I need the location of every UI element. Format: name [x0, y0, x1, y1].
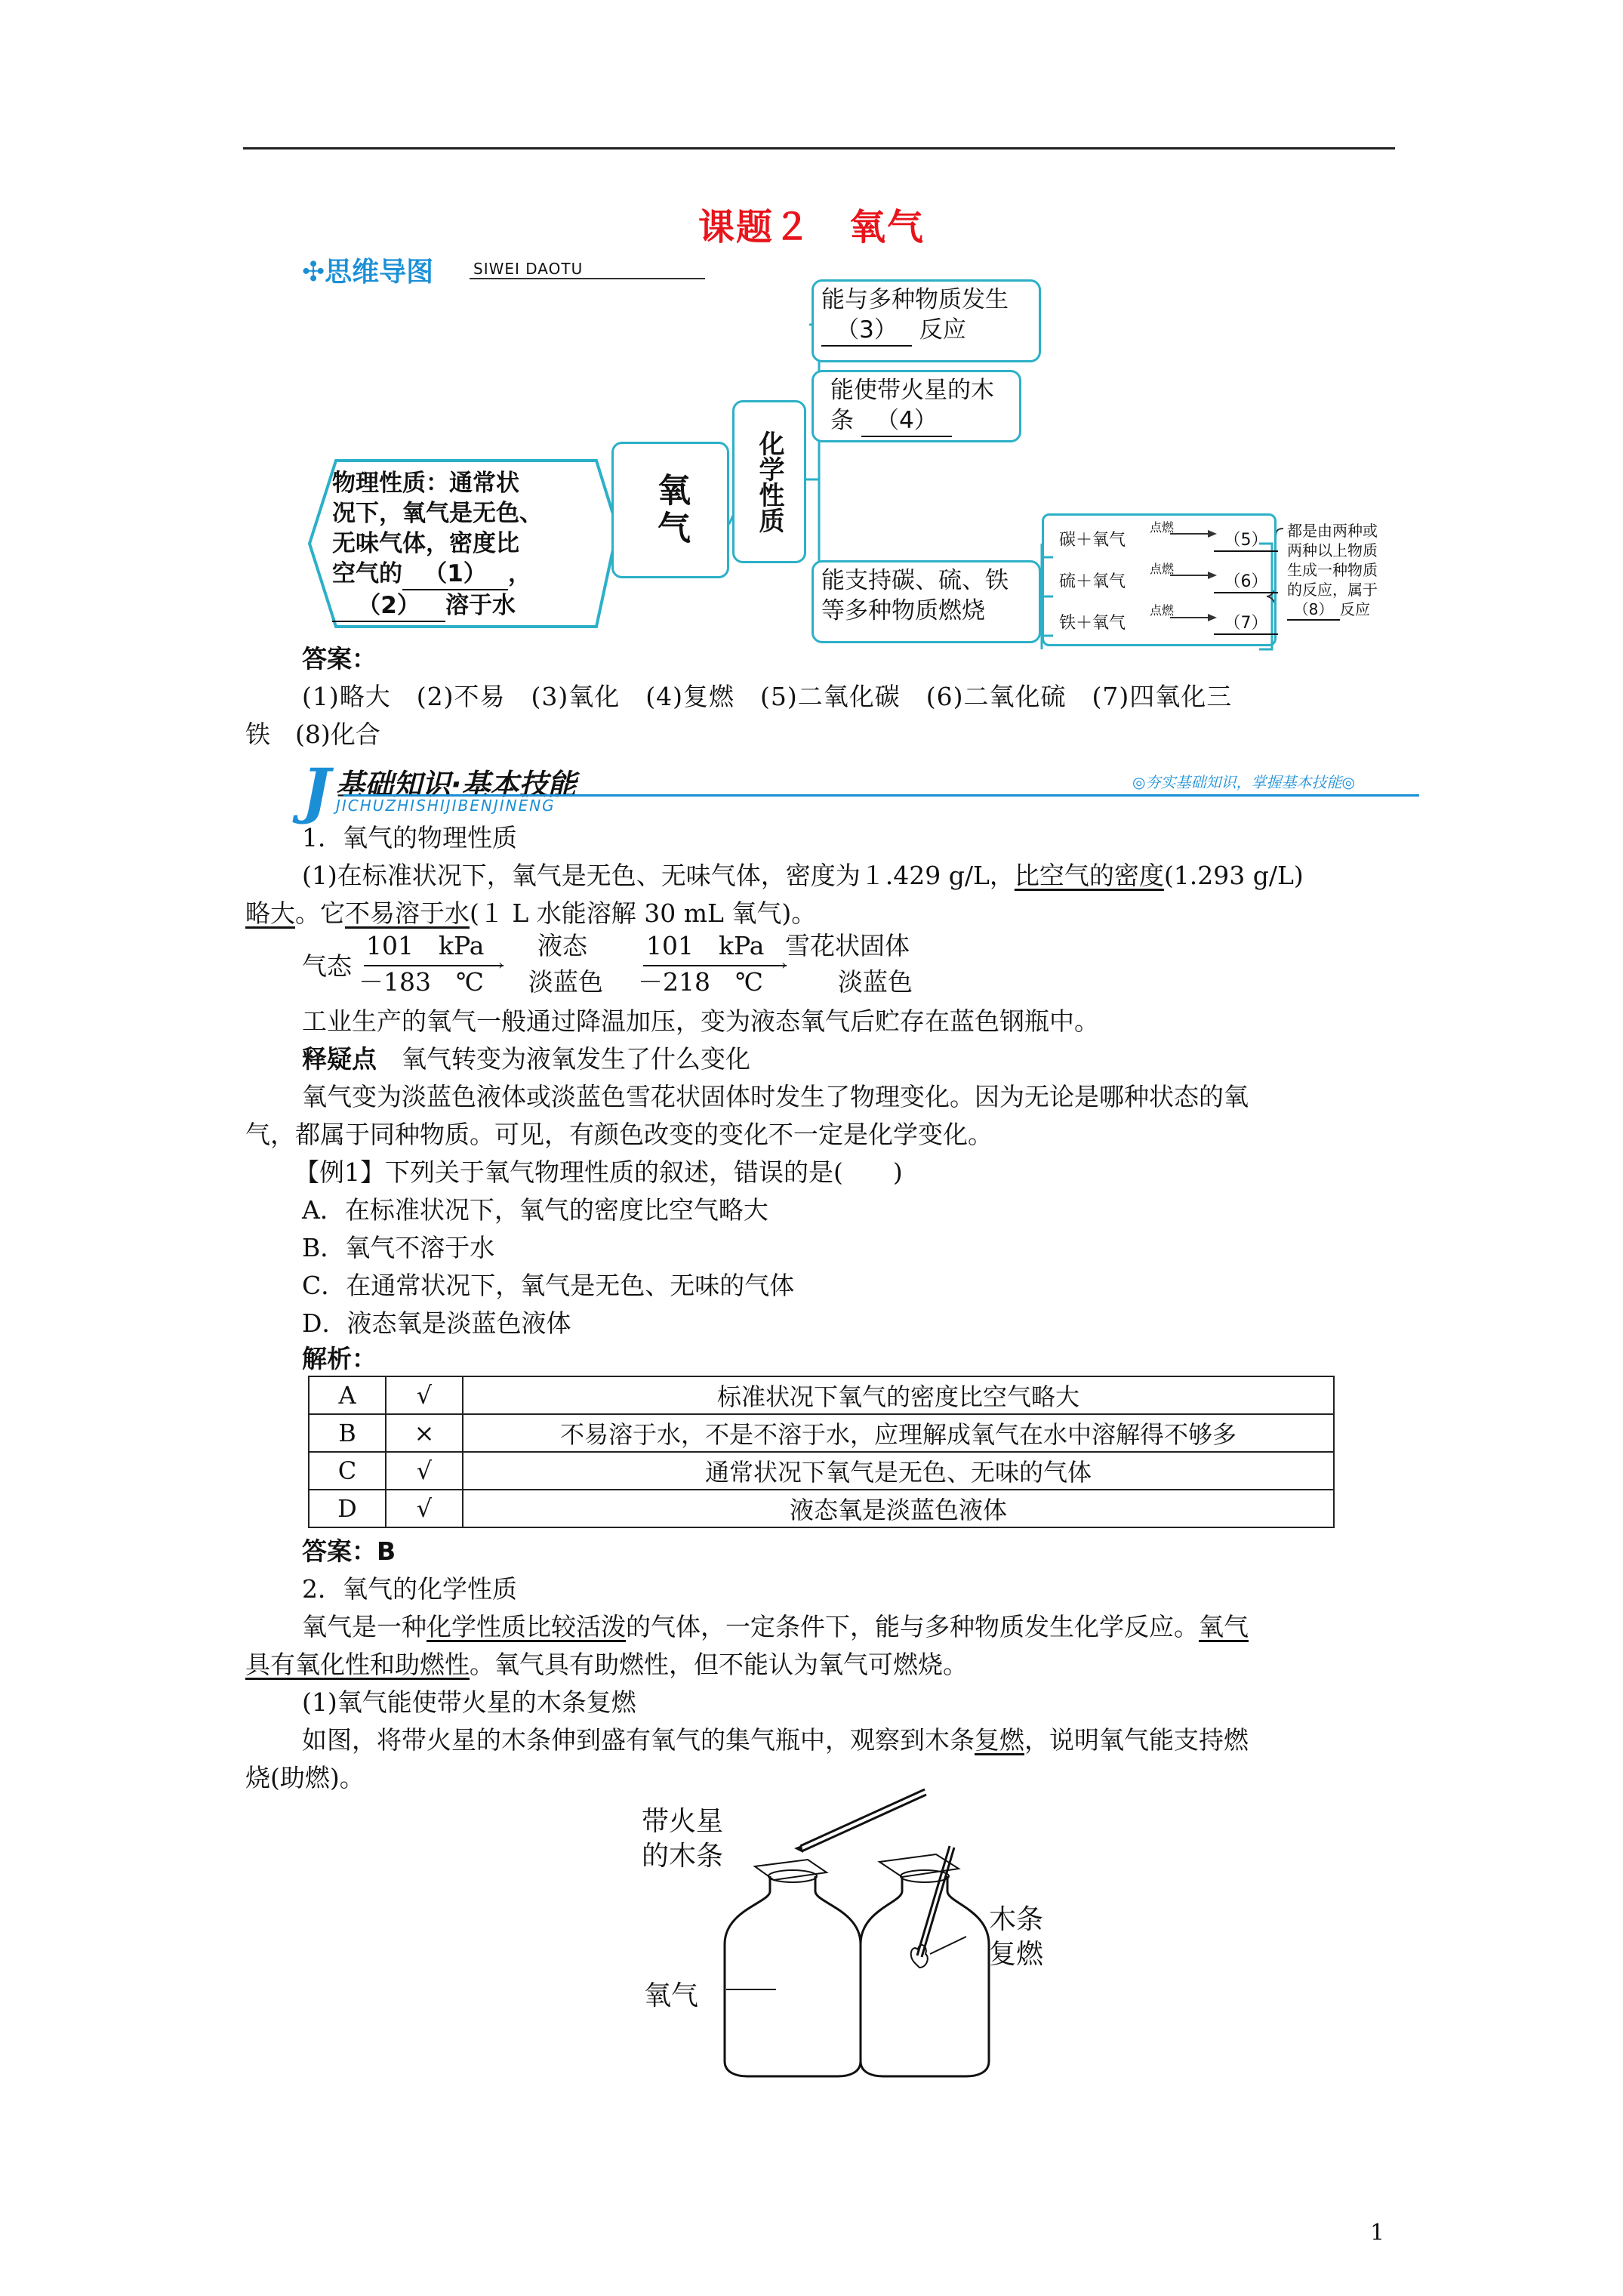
- physical-text: 溶于水: [445, 592, 516, 619]
- option-c: C．在通常状况下，氧气是无色、无味的气体: [302, 1271, 795, 1300]
- page-number: 1: [1370, 2220, 1385, 2246]
- reactants: 铁＋氧气: [1059, 614, 1126, 633]
- label-line: 的木条: [642, 1841, 724, 1872]
- temperature-1: －183 ℃: [359, 967, 484, 997]
- answers-line: (1)略大 (2)不易 (3)氧化 (4)复燃 (5)二氧化碳 (6)二氧化硫 (7)四氧化三: [302, 682, 1233, 711]
- state-gas: 气态: [302, 951, 352, 981]
- bottles-illustration: [710, 1782, 1027, 2084]
- combination-note: [1287, 521, 1408, 621]
- page-title: 课题２ 氧气: [698, 206, 925, 248]
- blank-6: （6）: [1214, 569, 1278, 593]
- reaction-row: [1059, 603, 1278, 633]
- label-line: 复燃: [989, 1939, 1044, 1970]
- liquid-color: 淡蓝色: [528, 967, 603, 997]
- physical-properties-box: [332, 468, 604, 622]
- blank-1: （1）: [402, 559, 508, 590]
- paragraph-line: [302, 1721, 1249, 1759]
- branch-text: [830, 405, 1002, 437]
- underlined-text: 具有氧化性和助燃性: [245, 1650, 470, 1679]
- note-post: 反应: [1340, 600, 1370, 618]
- table-cell: B: [309, 1414, 386, 1452]
- chemical-properties-node: [732, 400, 806, 563]
- text: 。它: [295, 898, 345, 928]
- note-line: 的反应，属于: [1287, 581, 1378, 599]
- oxygen-center-node: [611, 442, 729, 578]
- table-cell: √: [386, 1376, 463, 1414]
- underlined-text: 不易溶于水: [345, 898, 470, 928]
- physical-line: 物理性质：通常状: [332, 470, 519, 497]
- section-letter-j: J: [302, 755, 331, 826]
- section-rule: [343, 794, 1419, 797]
- branch-rekindle: [812, 370, 1021, 442]
- figure-label-oxygen: 氧气: [644, 1980, 699, 2011]
- label-line: 带火星: [642, 1806, 724, 1837]
- underlined-text: 氧气: [1199, 1612, 1249, 1641]
- underlined-text: 略大: [245, 898, 295, 928]
- table-cell: ×: [386, 1414, 463, 1452]
- paragraph-line: 工业生产的氧气一般通过降温加压，变为液态氧气后贮存在蓝色钢瓶中。: [302, 1006, 1099, 1036]
- paragraph-line: 气，都属于同种物质。可见，有颜色改变的变化不一定是化学变化。: [245, 1120, 993, 1149]
- state-solid: 雪花状固体: [785, 931, 910, 960]
- heading-chemical: 2．氧气的化学性质: [302, 1574, 517, 1604]
- text: 氧气是一种: [302, 1612, 427, 1641]
- table-cell: D: [309, 1490, 386, 1527]
- table-cell: C: [309, 1452, 386, 1490]
- section-title: 基础知识·基本技能: [336, 768, 577, 801]
- table-cell: A: [309, 1376, 386, 1414]
- text: ，说明氧气能支持燃: [1024, 1725, 1249, 1755]
- example-answer: 答案：B: [302, 1536, 396, 1566]
- heading-physical: 1．氧气的物理性质: [302, 823, 517, 852]
- option-d: D．液态氧是淡蓝色液体: [302, 1308, 571, 1338]
- text: (1.293 g/L): [1163, 861, 1304, 890]
- note-line: 都是由两种或: [1287, 522, 1378, 540]
- physical-text: ，: [508, 560, 531, 587]
- branch-text: [821, 315, 1031, 347]
- clover-icon: ✣: [302, 257, 325, 288]
- section-slogan: ◎夯实基础知识，掌握基本技能◎: [1132, 773, 1355, 791]
- text: (1)在标准状况下，氧气是无色、无味气体，密度为１.429 g/L，: [302, 861, 1015, 890]
- state-liquid: 液态: [537, 931, 587, 960]
- physical-line: 无味气体，密度比: [332, 530, 519, 557]
- note-line: 生成一种物质: [1287, 561, 1378, 579]
- mindmap-subtitle: SIWEI DAOTU: [473, 260, 584, 278]
- answers-label: 答案：: [302, 644, 377, 673]
- analysis-label: 解析：: [302, 1344, 377, 1373]
- table-row: [309, 1452, 1334, 1490]
- option-b: B．氧气不溶于水: [302, 1233, 495, 1262]
- table-cell: 液态氧是淡蓝色液体: [463, 1490, 1334, 1527]
- analysis-table: [308, 1376, 1335, 1528]
- physical-line: [332, 559, 604, 590]
- doubt-question: 氧气转变为液氧发生了什么变化: [402, 1044, 750, 1074]
- branch-combustion: [812, 560, 1041, 643]
- blank-4: （4）: [861, 405, 952, 437]
- arrow-head: ›: [781, 957, 787, 973]
- reactants: 碳＋氧气: [1059, 531, 1126, 550]
- text: 如图，将带火星的木条伸到盛有氧气的集气瓶中，观察到木条: [302, 1725, 975, 1755]
- branch-text: 等多种物质燃烧: [821, 597, 985, 624]
- blank-3: （3）: [821, 315, 912, 347]
- reactions-box: [1042, 513, 1277, 646]
- underlined-text: 化学性质比较活泼: [427, 1612, 626, 1641]
- table-cell: 不易溶于水，不是不溶于水，应理解成氧气在水中溶解得不够多: [463, 1414, 1334, 1452]
- reaction-row: [1059, 520, 1278, 550]
- chem-label: 化学性质: [754, 430, 784, 533]
- table-cell: 通常状况下氧气是无色、无味的气体: [463, 1452, 1334, 1490]
- note-line: [1287, 599, 1408, 621]
- condition: 点燃: [1150, 520, 1175, 535]
- condition: 点燃: [1150, 603, 1175, 618]
- paragraph-line: 烧(助燃)。: [245, 1763, 365, 1792]
- section-subtitle: JICHUZHISHIJIBENJINENG: [336, 797, 556, 815]
- pressure-1: 101 kPa: [366, 931, 485, 960]
- blank-7: （7）: [1214, 610, 1278, 635]
- text: 的气体，一定条件下，能与多种物质发生化学反应。: [626, 1612, 1199, 1641]
- solid-color: 淡蓝色: [838, 967, 913, 997]
- branch-text-pre: 条: [830, 407, 854, 434]
- answers-line: 铁 (8)化合: [245, 720, 380, 749]
- table-row: [309, 1490, 1334, 1527]
- mindmap-title: 思维导图: [325, 257, 434, 288]
- table-cell: √: [386, 1490, 463, 1527]
- branch-oxidation: [812, 279, 1041, 362]
- blank-8: （8）: [1287, 599, 1340, 621]
- underlined-text: 复燃: [975, 1725, 1024, 1755]
- branch-text: 能使带火星的木: [830, 377, 994, 404]
- physical-text: 空气的: [332, 560, 402, 587]
- doubt-line: [302, 1040, 750, 1078]
- paragraph-line: [245, 1646, 968, 1684]
- underlined-text: 比空气的密度: [1014, 861, 1164, 890]
- reaction-row: [1059, 562, 1278, 592]
- blank-5: （5）: [1214, 527, 1278, 552]
- table-row: [309, 1414, 1334, 1452]
- branch-text-post: 反应: [919, 316, 966, 344]
- pressure-2: 101 kPa: [646, 931, 765, 960]
- arrow-head: ›: [498, 957, 504, 973]
- condition: 点燃: [1150, 562, 1175, 576]
- doubt-label: 释疑点: [302, 1044, 377, 1074]
- physical-line: 况下，氧气是无色、: [332, 500, 543, 527]
- label-line: 木条: [989, 1904, 1044, 1935]
- table-row: [309, 1376, 1334, 1414]
- blank-2: （2）: [332, 590, 445, 622]
- branch-text: 能与多种物质发生: [821, 286, 1009, 313]
- reactants: 硫＋氧气: [1059, 572, 1126, 591]
- note-line: 两种以上物质: [1287, 541, 1378, 559]
- table-cell: 标准状况下氧气的密度比空气略大: [463, 1376, 1334, 1414]
- table-cell: √: [386, 1452, 463, 1490]
- text: (１ L 水能溶解 30 mL 氧气)。: [470, 898, 817, 928]
- text: 。氧气具有助燃性，但不能认为氧气可燃烧。: [470, 1650, 968, 1679]
- paragraph-line: 氧气变为淡蓝色液体或淡蓝色雪花状固体时发生了物理变化。因为无论是哪种状态的氧: [302, 1082, 1249, 1111]
- option-a: A．在标准状况下，氧气的密度比空气略大: [302, 1195, 768, 1225]
- paragraph-line: [302, 1608, 1249, 1646]
- example-stem: 【例1】下列关于氧气物理性质的叙述，错误的是( ): [294, 1157, 903, 1187]
- physical-line: [332, 590, 604, 622]
- branch-text: 能支持碳、硫、铁: [821, 567, 1009, 594]
- subheading: (1)氧气能使带火星的木条复燃: [302, 1687, 636, 1717]
- center-label: 氧气: [651, 472, 690, 548]
- temperature-2: －218 ℃: [638, 967, 763, 997]
- paragraph-line: [302, 857, 1304, 895]
